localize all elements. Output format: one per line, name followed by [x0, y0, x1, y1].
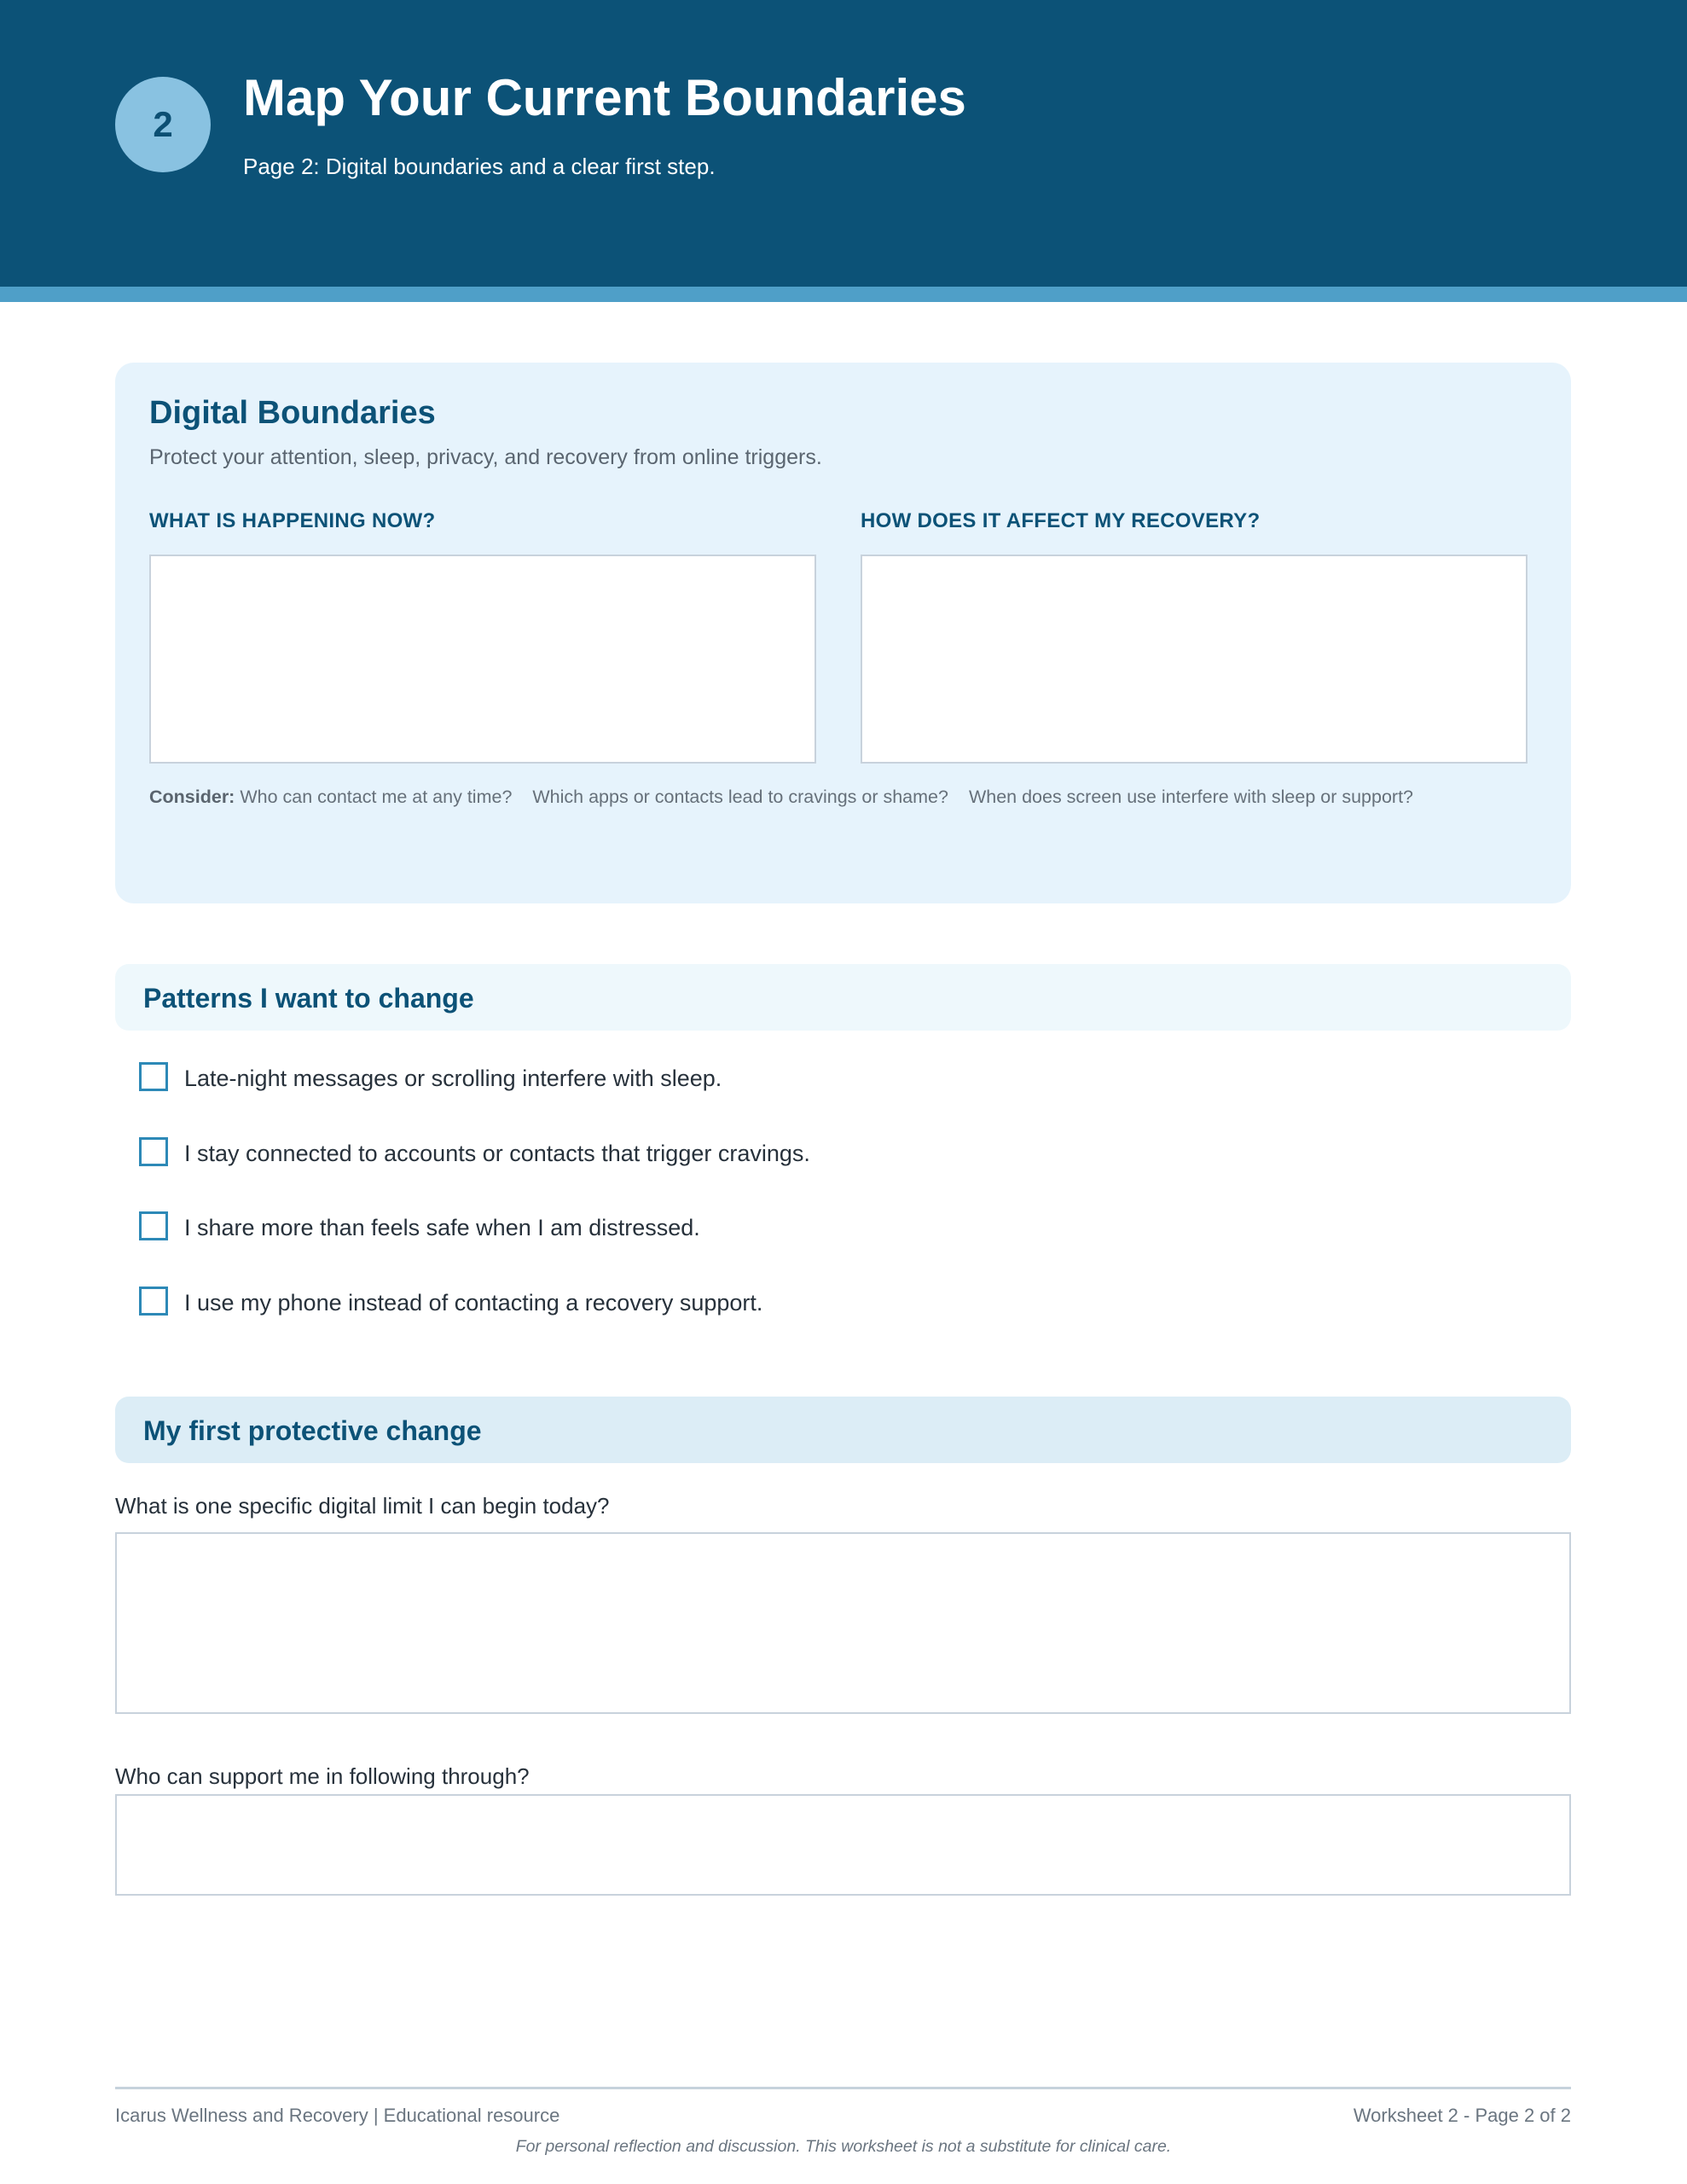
pattern-label: Late-night messages or scrolling interfere with sleep.: [184, 1066, 722, 1091]
pattern-label: I use my phone instead of contacting a recovery support.: [184, 1289, 763, 1316]
page-header: [0, 0, 1687, 287]
pattern-checkbox[interactable]: [139, 1137, 168, 1166]
pattern-label: I stay connected to accounts or contacts that trigger cravings.: [184, 1140, 810, 1166]
consider-question: Who can contact me at any time?: [240, 787, 513, 807]
pattern-checkbox[interactable]: [139, 1211, 168, 1240]
list-item: [136, 1210, 1501, 1285]
list-item: [136, 1060, 1501, 1136]
support-person-question: Who can support me in following through?: [115, 1763, 530, 1789]
digital-boundaries-title: Digital Boundaries: [149, 395, 436, 431]
footer-organization: Icarus Wellness and Recovery | Educational resource: [115, 2105, 560, 2126]
digital-limit-question: What is one specific digital limit I can begin today?: [115, 1493, 610, 1519]
footer-disclaimer: For personal reflection and discussion. This worksheet is not a substitute for clinical care.: [515, 2137, 1172, 2156]
how-it-affects-label: HOW DOES IT AFFECT MY RECOVERY?: [861, 509, 1261, 532]
page-subtitle: Page 2: Digital boundaries and a clear first step.: [243, 154, 716, 179]
consider-label: Consider:: [149, 787, 235, 807]
list-item: [136, 1136, 1501, 1211]
what-is-happening-field[interactable]: [149, 555, 816, 764]
pattern-checkbox[interactable]: [139, 1062, 168, 1091]
footer-page-number: Worksheet 2 - Page 2 of 2: [1353, 2105, 1571, 2126]
pattern-checkbox[interactable]: [139, 1287, 168, 1316]
support-person-field[interactable]: [115, 1794, 1571, 1896]
patterns-section-title: Patterns I want to change: [143, 983, 474, 1014]
header-accent-stripe: [0, 287, 1687, 302]
patterns-checklist: [136, 1060, 1501, 1359]
digital-boundaries-description: Protect your attention, sleep, privacy, and recovery from online triggers.: [149, 445, 822, 469]
digital-limit-field[interactable]: [115, 1532, 1571, 1714]
first-change-section-title: My first protective change: [143, 1415, 482, 1446]
pattern-label: I share more than feels safe when I am distressed.: [184, 1215, 700, 1240]
digital-boundaries-card: [115, 363, 1571, 903]
patterns-section-header: [115, 964, 1571, 1031]
consider-question: When does screen use interfere with sleep or support?: [968, 787, 1414, 807]
footer-divider: [115, 2087, 1571, 2089]
page-title: Map Your Current Boundaries: [243, 69, 966, 126]
first-change-section-header: [115, 1397, 1571, 1463]
what-is-happening-label: WHAT IS HAPPENING NOW?: [149, 509, 436, 532]
how-it-affects-field[interactable]: [861, 555, 1528, 764]
consider-question: Which apps or contacts lead to cravings or shame?: [532, 787, 948, 807]
list-item: [136, 1285, 1501, 1360]
consider-prompts: [149, 787, 1413, 808]
step-number-badge: 2: [115, 77, 211, 172]
